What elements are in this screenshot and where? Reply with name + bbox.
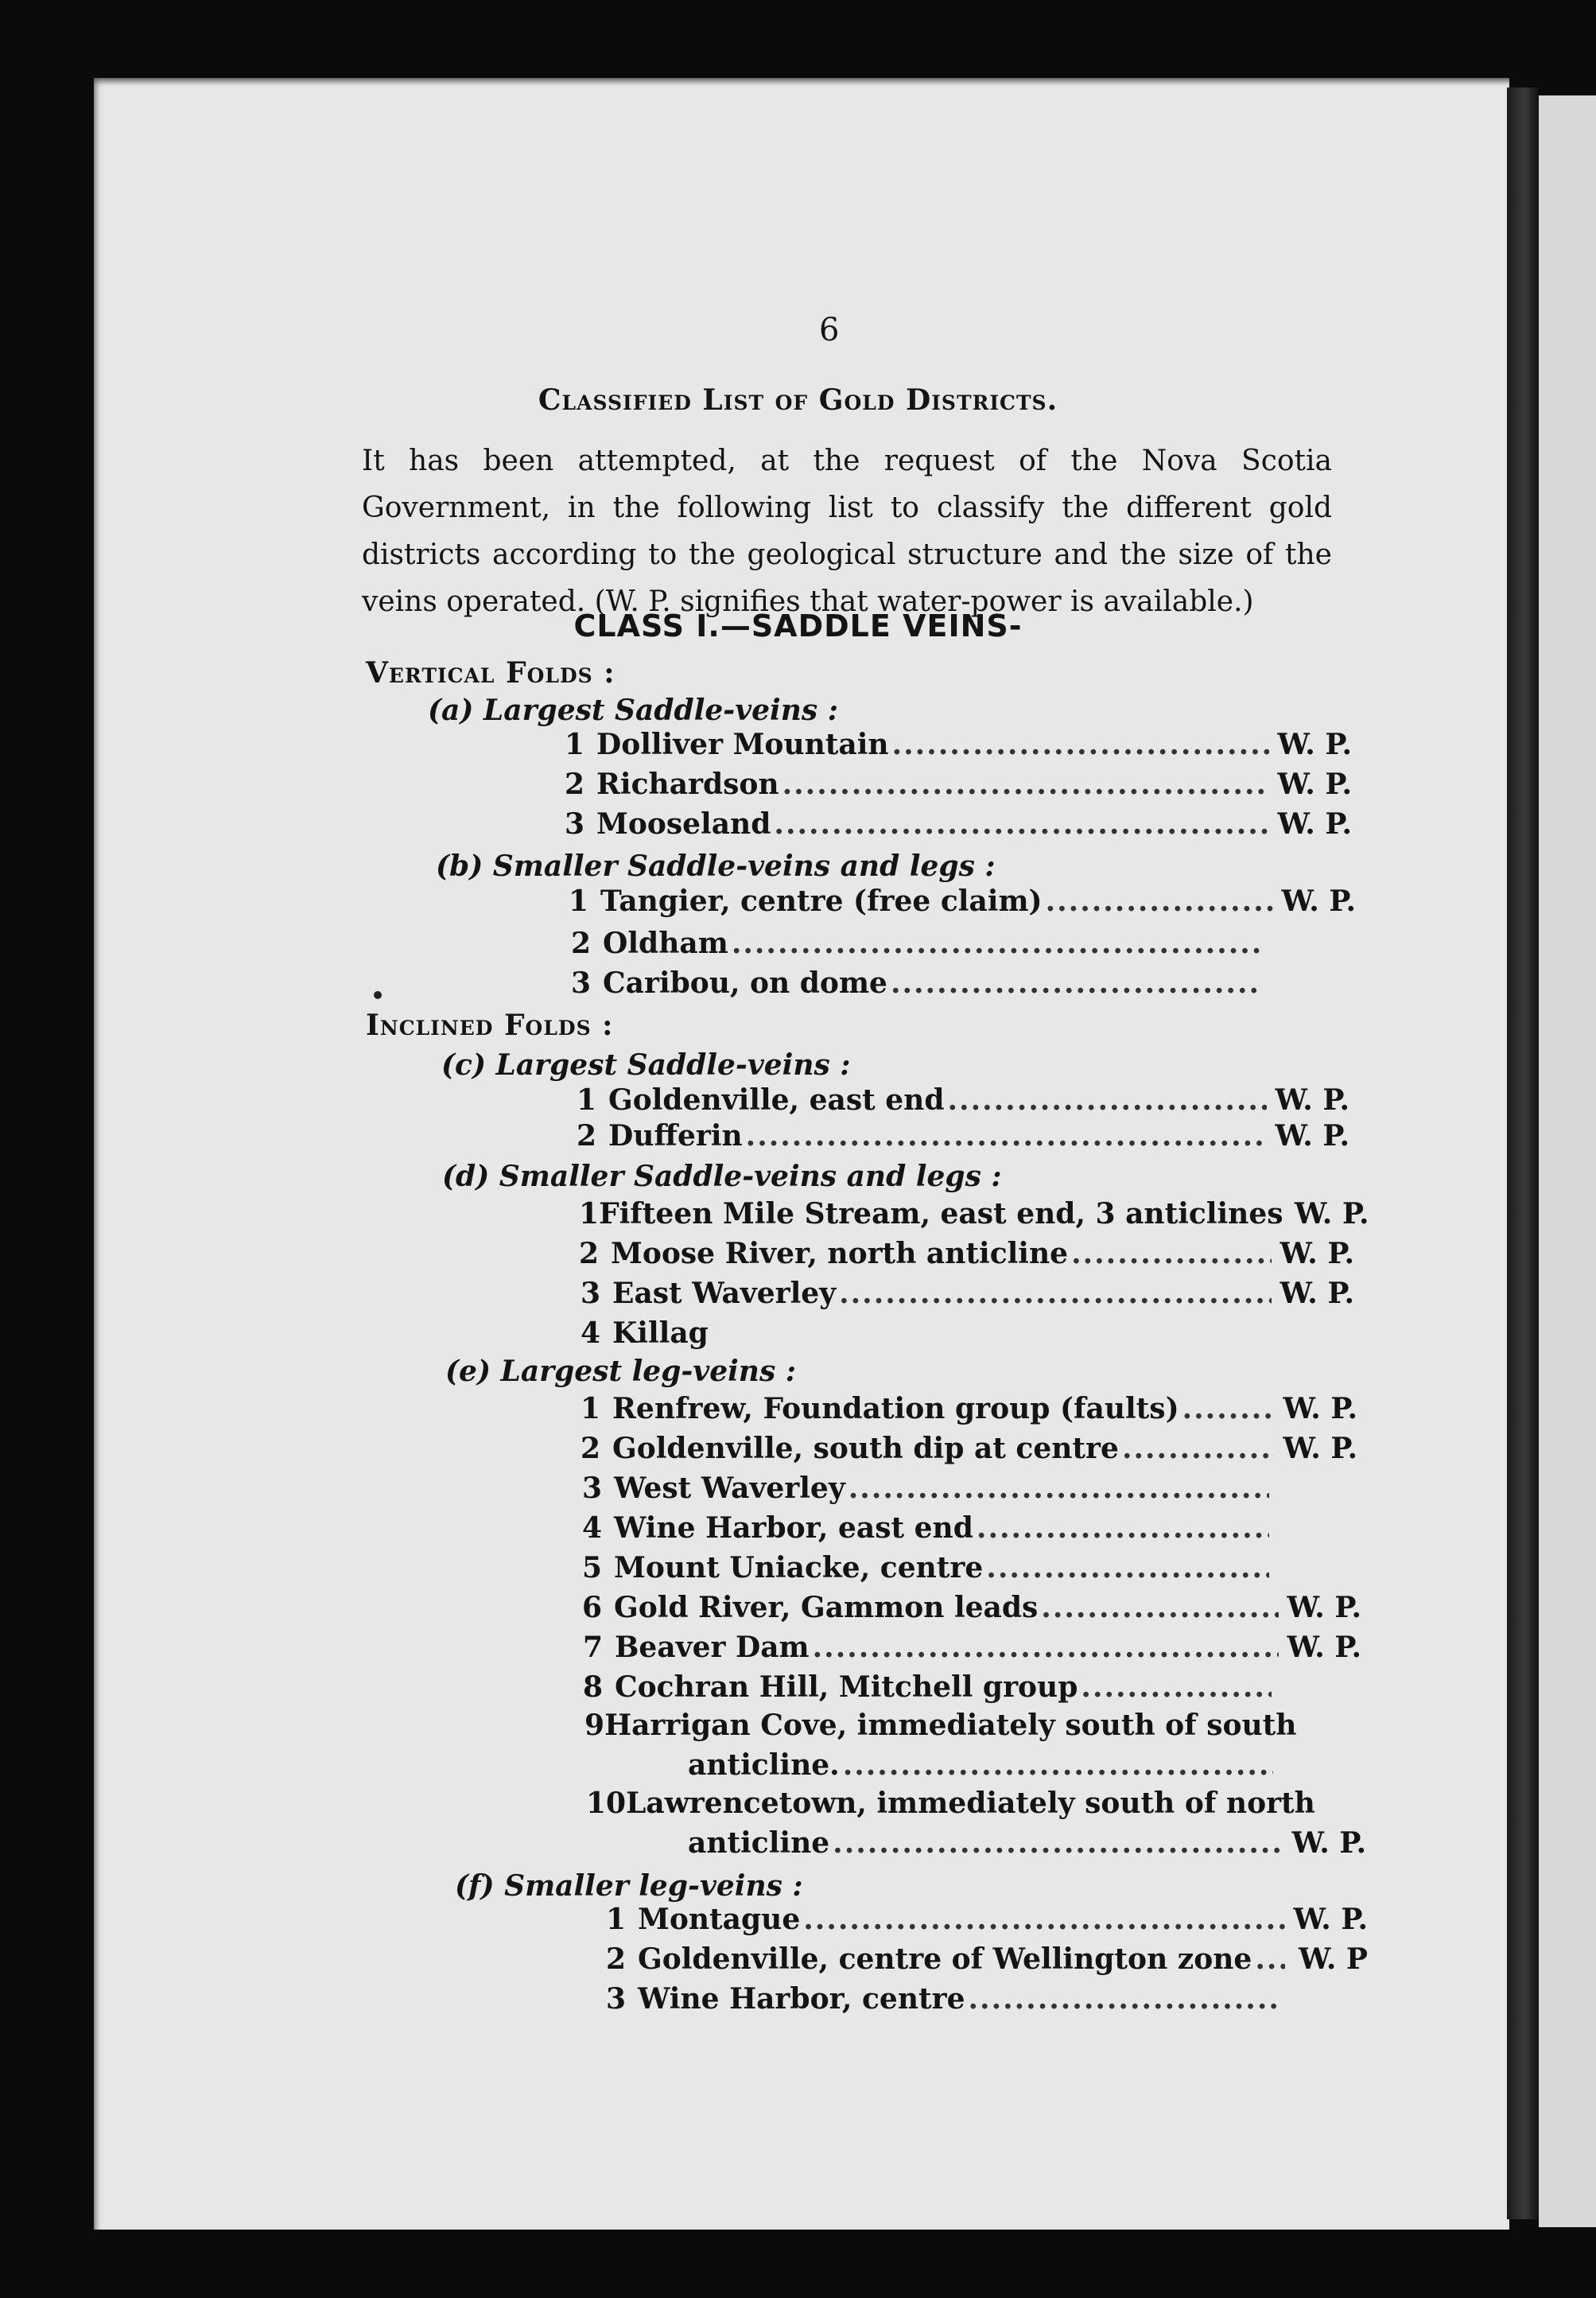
list-item: [571, 927, 1263, 960]
list-item: [583, 1670, 1275, 1704]
water-power-mark: W. P.: [1277, 728, 1352, 761]
item-number: 1: [565, 728, 585, 761]
item-name: Wine Harbor, centre: [638, 1982, 965, 2016]
item-name: Caribou, on dome: [603, 966, 887, 1000]
item-number: 9: [584, 1709, 605, 1742]
water-power-mark: W. P: [1299, 1942, 1368, 1976]
item-name: Harrigan Cove, immediately south of south: [604, 1709, 1297, 1742]
dot-leader: [1182, 1392, 1275, 1425]
dot-leader: [782, 768, 1269, 801]
item-number: 1: [577, 1083, 597, 1117]
item-number: 1: [579, 1197, 600, 1231]
item-name-continued: anticline.: [688, 1748, 840, 1782]
list-item: [582, 1472, 1272, 1505]
item-name: Killag: [612, 1316, 709, 1350]
item-name: Renfrew, Foundation group (faults): [612, 1392, 1179, 1425]
item-name: Cochran Hill, Mitchell group: [615, 1670, 1078, 1704]
item-number: 1: [581, 1392, 601, 1425]
item-name: Dolliver Mountain: [596, 728, 889, 761]
list-item: [565, 768, 1352, 801]
list-item: [584, 1709, 1297, 1742]
item-name: East Waverley: [612, 1277, 837, 1310]
water-power-mark: W. P.: [1294, 1197, 1369, 1231]
dot-leader: [843, 1748, 1273, 1782]
dot-leader: [891, 966, 1260, 1000]
list-item: [579, 1237, 1354, 1270]
item-name: Wine Harbor, east end: [614, 1511, 973, 1545]
item-number: 2: [565, 768, 585, 801]
list-item: [565, 807, 1352, 841]
list-item: [581, 1432, 1357, 1465]
item-name: Richardson: [596, 768, 779, 801]
item-number: 4: [581, 1316, 601, 1350]
list-item-continuation: [688, 1748, 1276, 1782]
dot-leader: [1122, 1432, 1275, 1465]
list-item: [586, 1787, 1315, 1820]
item-number: 2: [577, 1119, 597, 1153]
dot-leader: [813, 1631, 1279, 1664]
page-number: 6: [819, 312, 840, 348]
water-power-mark: W. P.: [1277, 807, 1352, 841]
list-item-continuation: [688, 1826, 1366, 1860]
item-name: Goldenville, centre of Wellington zone: [638, 1942, 1252, 1976]
item-number: 8: [583, 1670, 604, 1704]
dot-leader: [1081, 1670, 1272, 1704]
item-name-continued: anticline: [688, 1826, 830, 1860]
dot-leader: [977, 1511, 1269, 1545]
item-name: Beaver Dam: [615, 1631, 810, 1664]
dot-leader: [1046, 885, 1273, 918]
list-item: [577, 1083, 1349, 1117]
intro-paragraph: It has been attempted, at the request of the Nova Scotia Government, in the following list to classify the different gold districts according to the geological structure and the size of the veins operated. (W. P. signifies that water-power is available.): [362, 445, 1332, 618]
item-number: 3: [581, 1277, 601, 1310]
water-power-mark: W. P.: [1287, 1591, 1361, 1624]
item-number: 6: [582, 1591, 603, 1624]
water-power-mark: W. P.: [1293, 1903, 1368, 1936]
dot-leader: [774, 807, 1269, 841]
dot-leader: [1071, 1237, 1272, 1270]
list-item: [582, 1551, 1272, 1584]
item-name: Fifteen Mile Stream, east end, 3 anticlines: [599, 1197, 1283, 1231]
list-item: [577, 1119, 1349, 1153]
water-power-mark: W. P.: [1275, 1119, 1349, 1153]
item-name: Oldham: [603, 927, 728, 960]
dot-leader: [848, 1472, 1269, 1505]
dot-leader: [1041, 1591, 1279, 1624]
list-item: [579, 1197, 1369, 1231]
list-item: [606, 1982, 1280, 2016]
dot-leader: [833, 1826, 1283, 1860]
item-number: 5: [582, 1551, 603, 1584]
dot-leader: [969, 1982, 1278, 2016]
stray-mark: [374, 991, 382, 999]
list-item: [581, 1316, 899, 1350]
dot-leader: [948, 1083, 1267, 1117]
item-number: 3: [582, 1472, 603, 1505]
water-power-mark: W. P.: [1280, 1277, 1354, 1310]
list-item: [583, 1631, 1361, 1664]
item-number: 10: [586, 1787, 627, 1820]
item-number: 2: [579, 1237, 600, 1270]
item-number: 7: [583, 1631, 604, 1664]
list-item: [606, 1903, 1368, 1936]
item-name: Dufferin: [608, 1119, 743, 1153]
subgroup-f: (f) Smaller leg-veins :: [455, 1869, 803, 1903]
item-name: West Waverley: [614, 1472, 845, 1505]
dot-leader: [1255, 1942, 1285, 1976]
water-power-mark: W. P.: [1275, 1083, 1349, 1117]
subgroup-b: (b) Smaller Saddle-veins and legs :: [436, 850, 996, 883]
item-number: 2: [606, 1942, 627, 1976]
water-power-mark: W. P.: [1280, 1237, 1354, 1270]
dot-leader: [803, 1903, 1285, 1936]
item-number: 3: [565, 807, 585, 841]
item-number: 2: [571, 927, 592, 960]
item-number: 1: [569, 885, 589, 918]
dot-leader: [839, 1277, 1272, 1310]
item-name: Mount Uniacke, centre: [614, 1551, 984, 1584]
item-name: Montague: [638, 1903, 801, 1936]
item-name: Goldenville, south dip at centre: [612, 1432, 1119, 1465]
subgroup-e: (e) Largest leg-veins :: [445, 1355, 797, 1388]
item-name: Tangier, centre (free claim): [600, 885, 1043, 918]
subgroup-a: (a) Largest Saddle-veins :: [428, 694, 838, 727]
dot-leader: [986, 1551, 1269, 1584]
item-name: Lawrencetown, immediately south of north: [626, 1787, 1315, 1820]
water-power-mark: W. P.: [1277, 768, 1352, 801]
item-number: 2: [581, 1432, 601, 1465]
item-name: Moose River, north anticline: [611, 1237, 1069, 1270]
group-inclined-folds: Inclined Folds :: [366, 1009, 614, 1042]
dot-leader: [746, 1119, 1267, 1153]
item-number: 3: [571, 966, 592, 1000]
class-title: CLASS I.—SADDLE VEINS-: [573, 609, 1023, 644]
water-power-mark: W. P.: [1281, 885, 1356, 918]
water-power-mark: W. P.: [1283, 1432, 1357, 1465]
dot-leader: [732, 927, 1260, 960]
item-name: Gold River, Gammon leads: [614, 1591, 1039, 1624]
section-heading: Classified List of Gold Districts.: [538, 383, 1058, 417]
water-power-mark: W. P.: [1287, 1631, 1361, 1664]
item-name: Goldenville, east end: [608, 1083, 945, 1117]
list-item: [581, 1392, 1357, 1425]
subgroup-d: (d) Smaller Saddle-veins and legs :: [442, 1160, 1002, 1193]
list-item: [571, 966, 1263, 1000]
list-item: [581, 1277, 1354, 1310]
dot-leader: [892, 728, 1269, 761]
list-item: [582, 1511, 1272, 1545]
water-power-mark: W. P.: [1283, 1392, 1357, 1425]
list-item: [565, 728, 1352, 761]
item-number: 4: [582, 1511, 603, 1545]
list-item: [582, 1591, 1361, 1624]
item-name: Mooseland: [596, 807, 771, 841]
item-number: 1: [606, 1903, 627, 1936]
water-power-mark: W. P.: [1291, 1826, 1366, 1860]
list-item: [569, 885, 1356, 918]
item-number: 3: [606, 1982, 627, 2016]
subgroup-c: (c) Largest Saddle-veins :: [441, 1048, 851, 1082]
list-item: [606, 1942, 1368, 1976]
group-vertical-folds: Vertical Folds :: [366, 656, 615, 690]
